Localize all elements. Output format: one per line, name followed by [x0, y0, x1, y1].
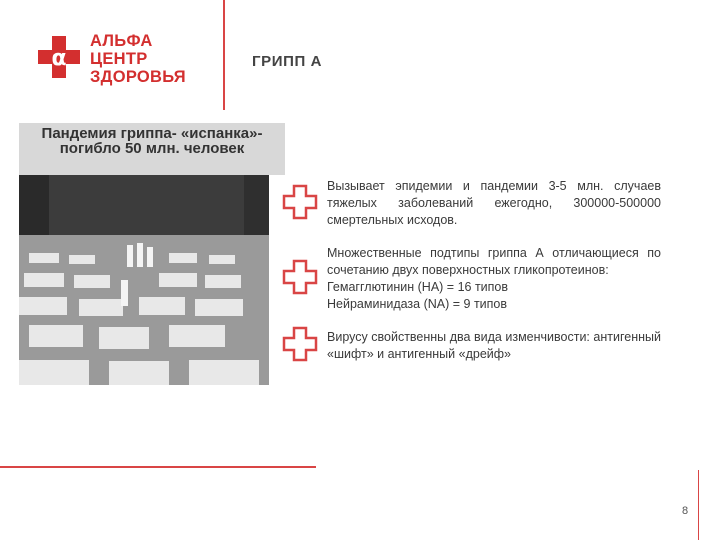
red-cross-bullet-icon: [282, 326, 318, 362]
item-text: Вирусу свойственны два вида изменчивости: антигенный «шифт» и антигенный «дрейф»: [327, 330, 661, 361]
logo-line-2: ЦЕНТР: [90, 50, 148, 68]
item-text: Нейраминидаза (NA) = 9 типов: [327, 297, 508, 311]
item-text: Множественные подтипы гриппа А отличающиеся по сочетанию двух поверхностных гликопротеинов:: [327, 246, 661, 277]
item-text: Гемагглютинин (HA) = 16 типов: [327, 280, 509, 294]
red-cross-bullet-icon: [282, 184, 318, 220]
photo-caption: Пандемия гриппа- «испанка»-погибло 50 млн. человек: [19, 123, 285, 175]
logo-wordmark: [90, 32, 186, 86]
page-number: 8: [682, 505, 689, 517]
header-divider: [223, 0, 225, 110]
company-logo: [36, 32, 206, 88]
list-item: [327, 329, 661, 363]
alpha-cross-logo-icon: [36, 34, 82, 80]
list-item: [327, 178, 661, 229]
logo-symbol: α: [51, 46, 67, 71]
page-title: ГРИПП А: [252, 53, 323, 70]
logo-line-1: АЛЬФА: [90, 32, 153, 50]
logo-line-3: ЗДОРОВЬЯ: [90, 68, 186, 86]
footer-divider: [0, 466, 316, 468]
red-cross-bullet-icon: [282, 259, 318, 295]
item-text: Вызывает эпидемии и пандемии 3-5 млн. случаев тяжелых заболеваний ежегодно, 300000-500000 смертельных исходов.: [327, 179, 661, 227]
spanish-flu-hospital-photo: [19, 175, 269, 385]
list-item: [327, 245, 661, 313]
footer-side-line: [698, 470, 699, 540]
